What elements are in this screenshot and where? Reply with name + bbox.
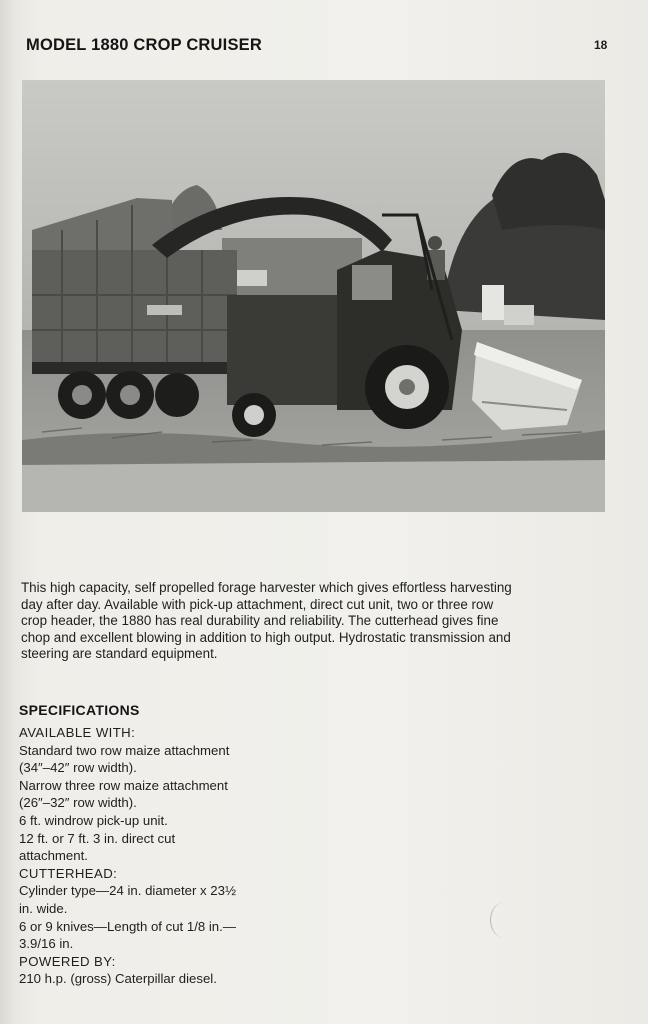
page-title: MODEL 1880 CROP CRUISER [26,36,262,54]
spec-line: Standard two row maize attachment [19,742,230,758]
harvester-illustration [22,80,605,512]
spec-line: CUTTERHEAD: [19,865,118,881]
spec-line: POWERED BY: [19,953,116,969]
spec-line: AVAILABLE WITH: [19,725,136,740]
page-number: 18 [594,38,608,52]
spec-line: 6 or 9 knives—Length of cut 1/8 in.— [19,918,236,934]
spec-line: (34″–42″ row width). [19,760,137,776]
harvester-photo [22,80,605,512]
spec-line: 6 ft. windrow pick-up unit. [19,812,168,828]
specifications-heading: SPECIFICATIONS [19,702,140,718]
spec-line: 3.9/16 in. [19,936,74,952]
paper-mark [490,902,519,938]
spec-line: 12 ft. or 7 ft. 3 in. direct cut [19,830,176,846]
spec-line: attachment. [19,848,88,864]
specifications-list [19,724,319,988]
spec-line: Narrow three row maize attachment [19,777,228,793]
description-paragraph: This high capacity, self propelled forage harvester which gives effortless harvesting day after day. Available with pick-up attachment, direct cut unit, two or three row crop header, the 1880 has real durability and reliability. The cutterhead gives fine chop and excellent blowing in addition to high output. Hydrostatic transmission and steering are standard equipment. [21,580,512,662]
spec-line: in. wide. [19,900,68,916]
spec-line: 210 h.p. (gross) Caterpillar diesel. [19,971,217,987]
spec-line: Cylinder type—24 in. diameter x 23½ [19,883,236,899]
spec-line: (26″–32″ row width). [19,795,137,811]
